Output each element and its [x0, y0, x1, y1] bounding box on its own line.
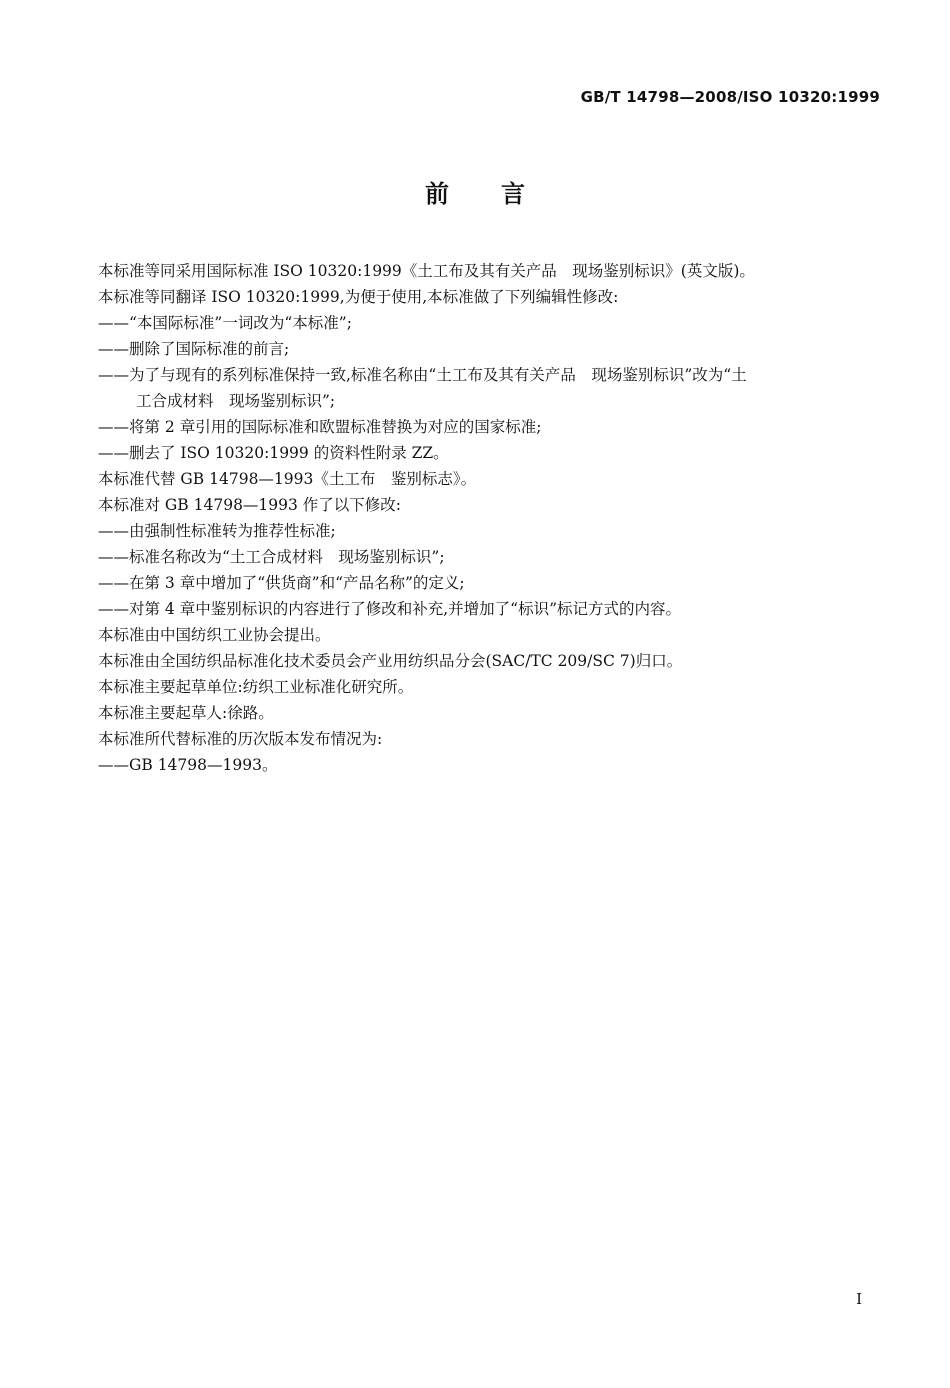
paragraph-line: 本标准由全国纺织品标准化技术委员会产业用纺织品分会(SAC/TC 209/SC 7)归口。 [98, 652, 683, 670]
list-item: ——将第 2 章引用的国际标准和欧盟标准替换为对应的国家标准; [98, 418, 542, 436]
page-title: 前言 [425, 180, 577, 208]
paragraph-line: 本标准所代替标准的历次版本发布情况为: [98, 730, 383, 748]
list-item: ——对第 4 章中鉴别标识的内容进行了修改和补充,并增加了“标识”标记方式的内容。 [98, 600, 681, 618]
paragraph-line: 本标准代替 GB 14798—1993《土工布 鉴别标志》。 [98, 470, 477, 488]
standard-code-header: GB/T 14798—2008/ISO 10320:1999 [580, 88, 880, 106]
list-item: ——删去了 ISO 10320:1999 的资料性附录 ZZ。 [98, 444, 449, 462]
list-item: ——GB 14798—1993。 [98, 756, 278, 774]
list-item: ——删除了国际标准的前言; [98, 340, 290, 358]
paragraph-line: 本标准等同采用国际标准 ISO 10320:1999《土工布及其有关产品 现场鉴别标识》(英文版)。 [98, 262, 755, 280]
page-number: I [856, 1290, 862, 1308]
paragraph-line: 本标准主要起草单位:纺织工业标准化研究所。 [98, 678, 414, 696]
list-item: ——“本国际标准”一词改为“本标准”; [98, 314, 352, 332]
list-item: ——由强制性标准转为推荐性标准; [98, 522, 336, 540]
list-item: ——标准名称改为“土工合成材料 现场鉴别标识”; [98, 548, 445, 566]
paragraph-line: 本标准对 GB 14798—1993 作了以下修改: [98, 496, 402, 514]
paragraph-line: 本标准主要起草人:徐路。 [98, 704, 274, 722]
paragraph-line: 本标准由中国纺织工业协会提出。 [98, 626, 331, 644]
foreword-body [98, 258, 888, 778]
paragraph-line: 本标准等同翻译 ISO 10320:1999,为便于使用,本标准做了下列编辑性修改: [98, 288, 619, 306]
list-item: ——为了与现有的系列标准保持一致,标准名称由“土工布及其有关产品 现场鉴别标识”改为“土 [98, 366, 747, 384]
list-item-continuation: 工合成材料 现场鉴别标识”; [136, 392, 336, 410]
list-item: ——在第 3 章中增加了“供货商”和“产品名称”的定义; [98, 574, 465, 592]
